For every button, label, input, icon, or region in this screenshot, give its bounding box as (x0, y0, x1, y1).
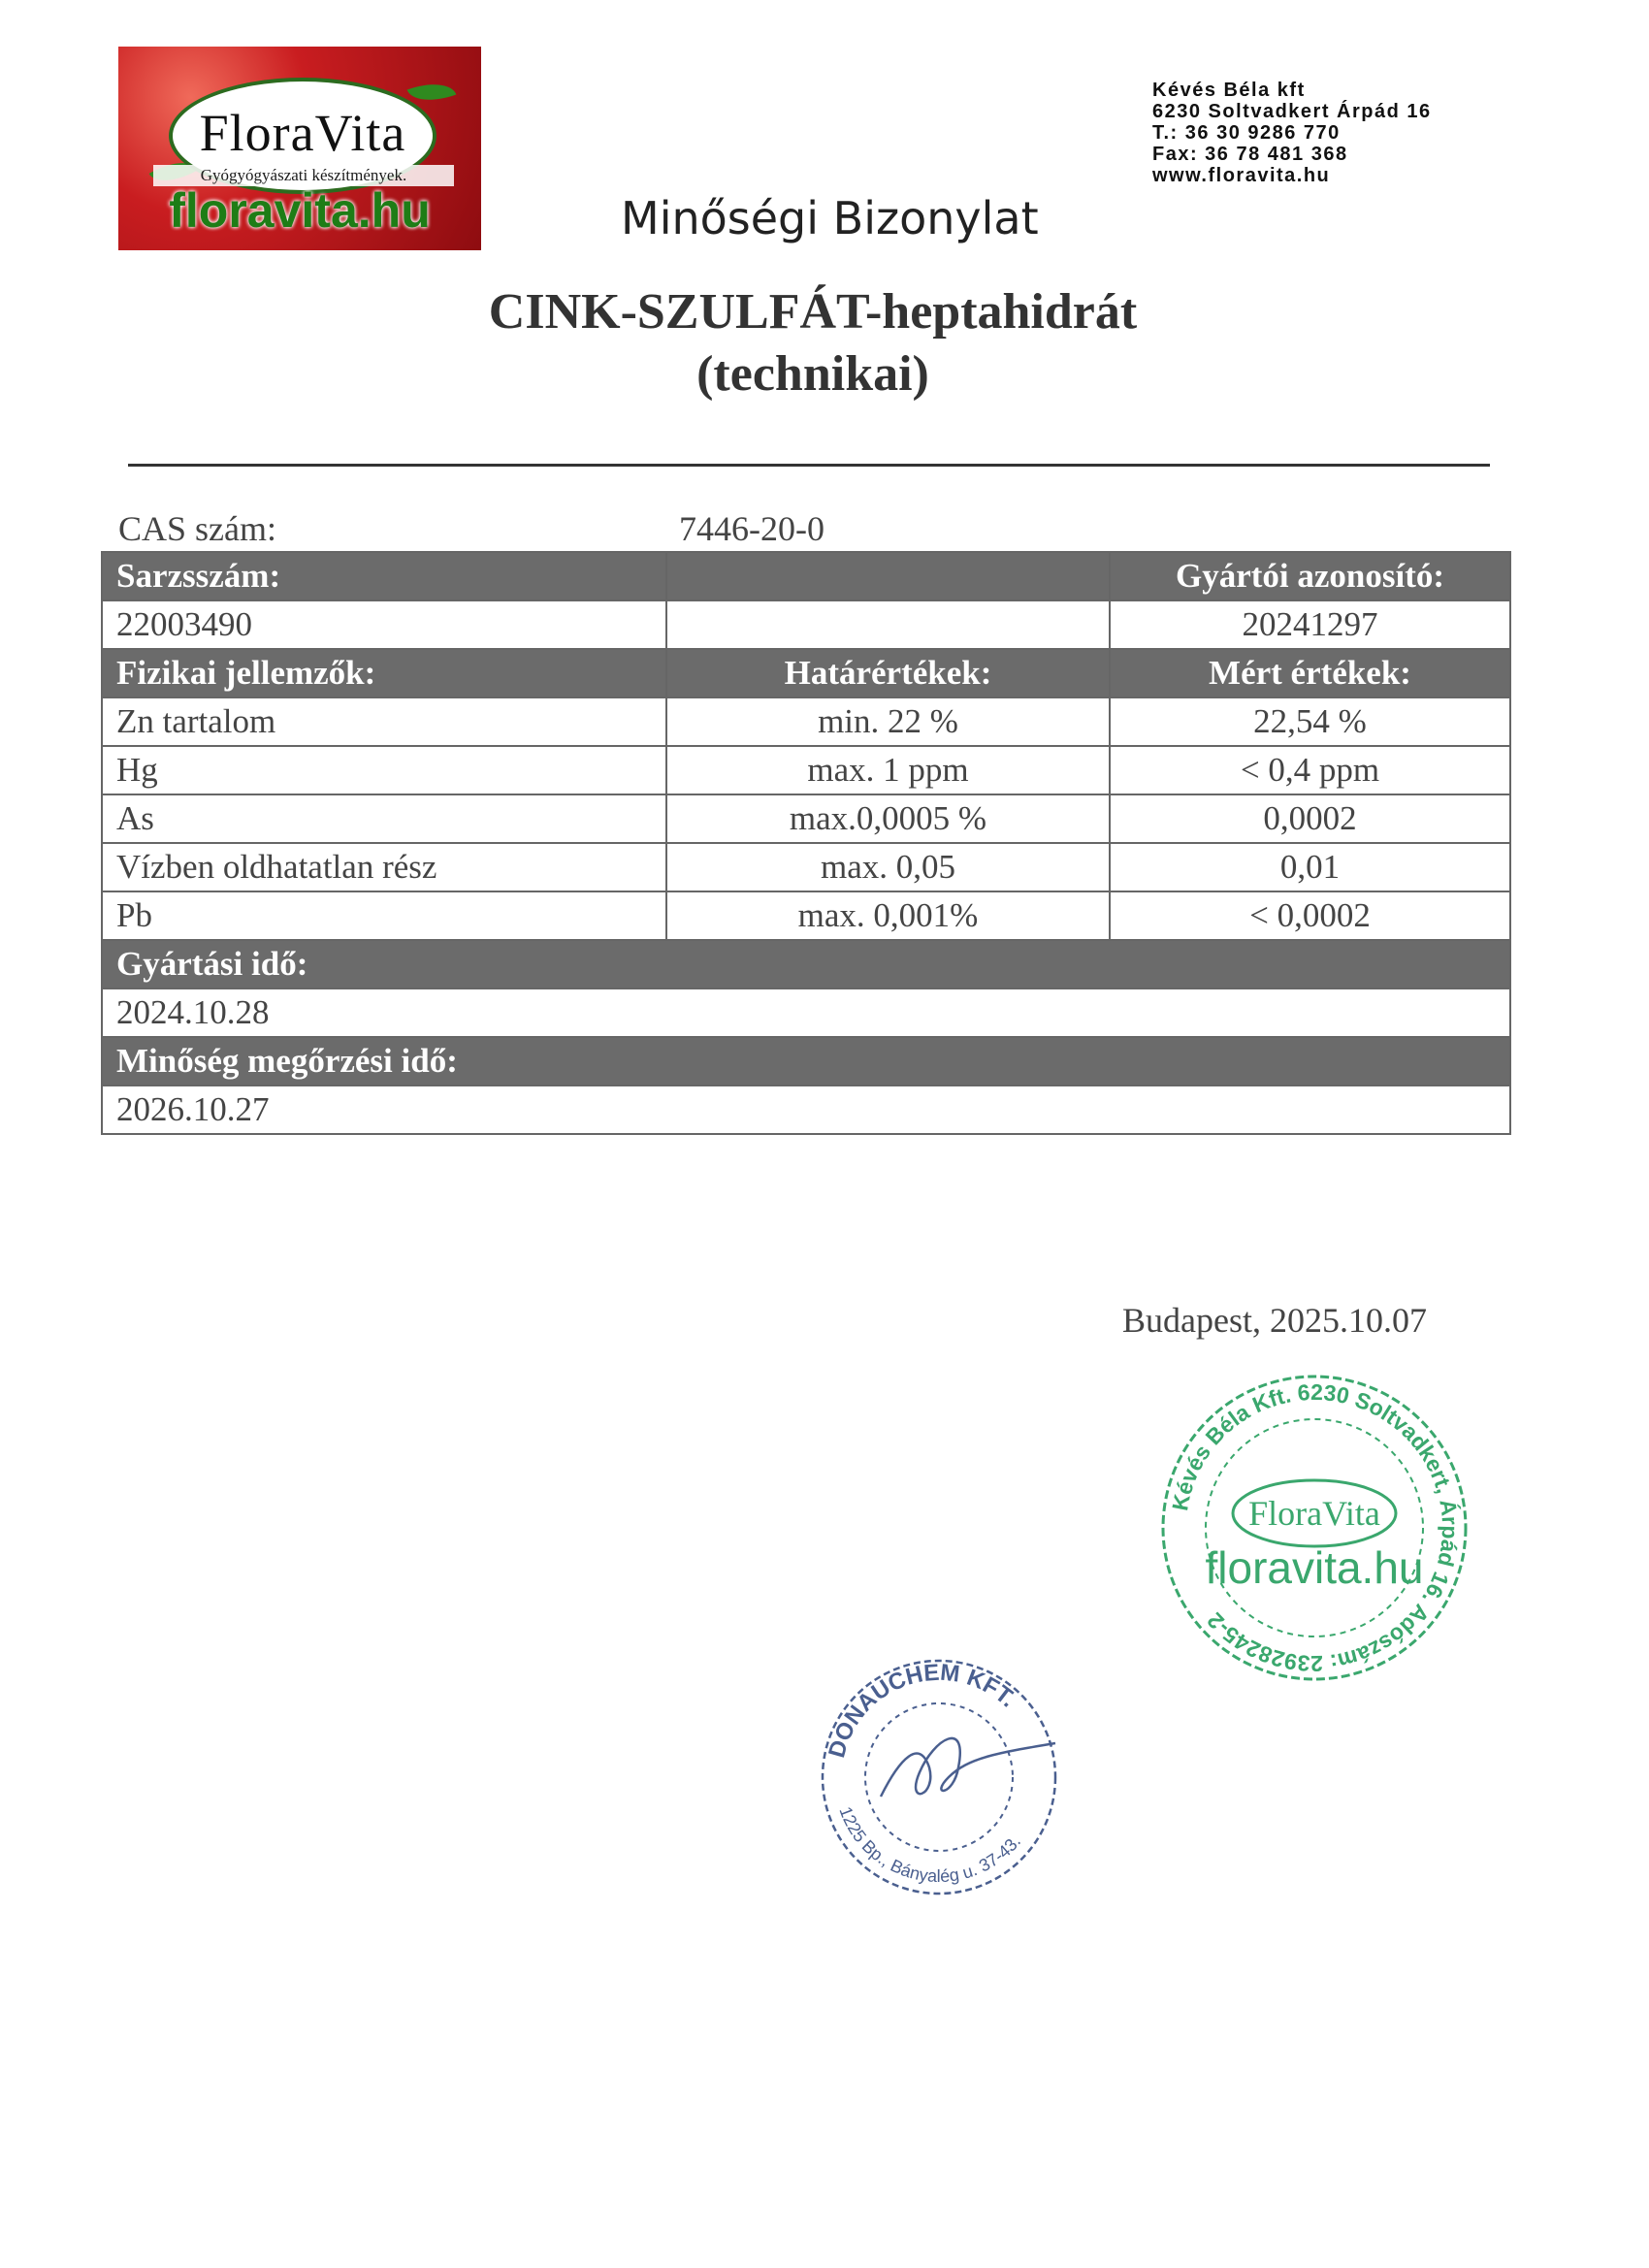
stamp-ring-text: Kévés Béla Kft. 6230 Soltvadkert, Árpád 16. Adószám: 23928245-2 (1167, 1378, 1464, 1677)
contact-phone: T.: 36 30 9286 770 (1152, 122, 1341, 144)
table-row (102, 746, 1510, 794)
property-limit: max. 1 ppm (666, 746, 1110, 794)
empty-cell (666, 600, 1110, 649)
property-name: As (102, 794, 666, 843)
manufacturer-id-header: Gyártói azonosító: (1110, 552, 1510, 600)
table-header-row (102, 649, 1510, 697)
place-and-date: Budapest, 2025.10.07 (1122, 1301, 1427, 1340)
svg-text:1225 Bp., Bányalég u. 37-43. (835, 1804, 1024, 1886)
property-limit: max. 0,001% (666, 891, 1110, 940)
physical-header: Fizikai jellemzők: (102, 649, 666, 697)
table-row (102, 891, 1510, 940)
shelf-life-header: Minőség megőrzési idő: (102, 1037, 1510, 1085)
stamp-ring-bottom-text: 1225 Bp., Bányalég u. 37-43. (835, 1803, 1025, 1887)
company-logo (118, 47, 481, 250)
shelf-life-value: 2026.10.27 (102, 1085, 1510, 1134)
logo-brand: FloraVita (199, 104, 406, 162)
property-name: Vízben oldhatatlan rész (102, 843, 666, 891)
logo-url: floravita.hu (169, 183, 431, 238)
table-header-row (102, 552, 1510, 600)
signature (881, 1738, 1055, 1797)
measured-header: Mért értékek: (1110, 649, 1510, 697)
production-date-header: Gyártási idő: (102, 940, 1510, 988)
divider (128, 464, 1490, 467)
stamp-ring-top-text: DONAUCHEM KFT. (824, 1659, 1021, 1761)
product-name-line2: (technikai) (696, 346, 929, 402)
table-row (102, 697, 1510, 746)
contact-web: www.floravita.hu (1152, 165, 1331, 186)
contact-address: 6230 Soltvadkert Árpád 16 (1152, 101, 1432, 122)
property-limit: max.0,0005 % (666, 794, 1110, 843)
stamp-center-brand: FloraVita (1248, 1494, 1380, 1533)
cas-value: 7446-20-0 (679, 509, 824, 548)
product-name-line1: CINK-SZULFÁT-heptahidrát (488, 284, 1138, 340)
production-date-value: 2024.10.28 (102, 988, 1510, 1037)
product-name (0, 281, 1626, 405)
property-measured: < 0,4 ppm (1110, 746, 1510, 794)
table-header-row (102, 940, 1510, 988)
logo-tagline: Gyógyógyászati készítmények. (153, 165, 454, 186)
contact-block (1152, 80, 1432, 186)
svg-text:DONAUCHEM KFT. (824, 1660, 1021, 1761)
contact-fax: Fax: 36 78 481 368 (1152, 144, 1348, 165)
batch-value: 22003490 (102, 600, 666, 649)
property-measured: 0,0002 (1110, 794, 1510, 843)
table-header-row (102, 1037, 1510, 1085)
cas-label: CAS szám: (118, 509, 277, 548)
property-name: Pb (102, 891, 666, 940)
property-limit: min. 22 % (666, 697, 1110, 746)
supplier-stamp (813, 1651, 1065, 1903)
property-measured: 0,01 (1110, 843, 1510, 891)
document-title: Minőségi Bizonylat (621, 192, 1039, 244)
batch-header: Sarzsszám: (102, 552, 666, 600)
manufacturer-id-value: 20241297 (1110, 600, 1510, 649)
company-stamp (1154, 1368, 1474, 1688)
property-name: Zn tartalom (102, 697, 666, 746)
property-limit: max. 0,05 (666, 843, 1110, 891)
stamp-center-url: floravita.hu (1205, 1542, 1424, 1593)
property-name: Hg (102, 746, 666, 794)
table-row (102, 794, 1510, 843)
limits-header: Határértékek: (666, 649, 1110, 697)
property-measured: 22,54 % (1110, 697, 1510, 746)
table-row (102, 843, 1510, 891)
table-row (102, 1085, 1510, 1134)
property-measured: < 0,0002 (1110, 891, 1510, 940)
contact-company: Kévés Béla kft (1152, 80, 1306, 101)
certificate-table (101, 551, 1511, 1135)
empty-cell (666, 552, 1110, 600)
table-row (102, 600, 1510, 649)
table-row (102, 988, 1510, 1037)
